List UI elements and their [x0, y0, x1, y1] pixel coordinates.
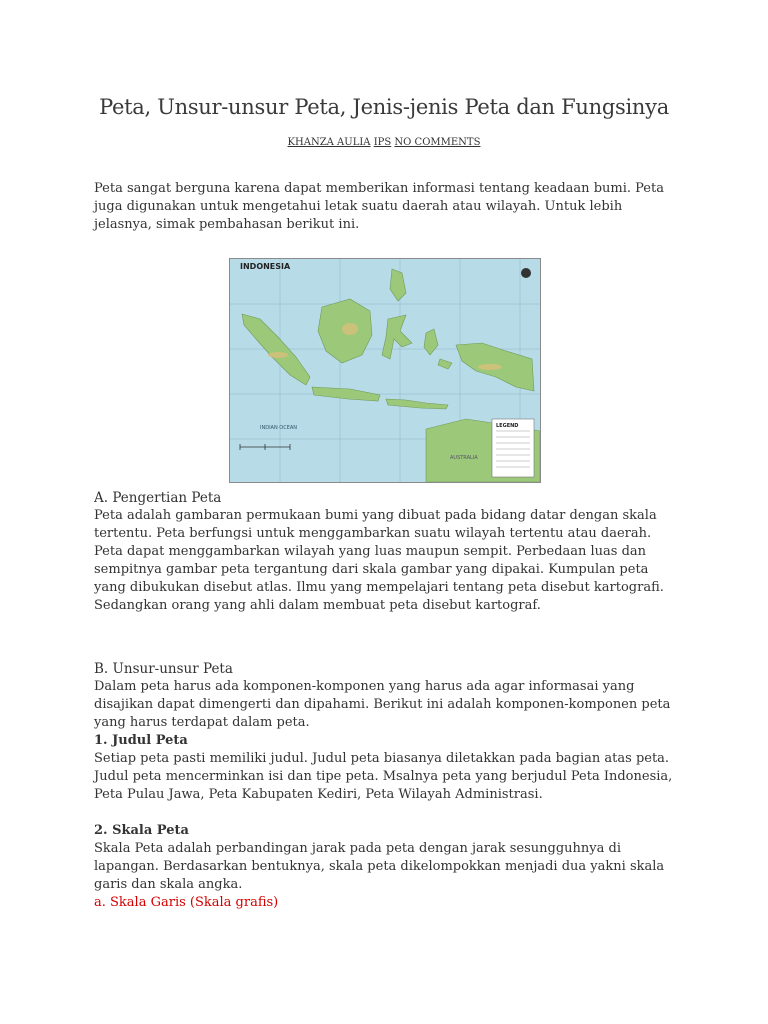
section-a	[94, 489, 684, 615]
article-title: Peta, Unsur-unsur Peta, Jenis-jenis Peta dan Fungsinya	[99, 95, 669, 119]
map-ocean-label: INDIAN OCEAN	[260, 425, 298, 431]
map-legend-label: LEGEND	[496, 423, 519, 429]
skala-peta-heading: 2. Skala Peta	[94, 823, 189, 838]
article-meta	[0, 137, 768, 148]
indonesia-map-image	[229, 258, 541, 483]
skala-peta-body: Skala Peta adalah perbandingan jarak pada peta dengan jarak sesungguhnya di lapangan. Berdasarkan bentuknya, skala peta dikelompokkan menjadi dua yakni skala garis dan skala angka.	[94, 841, 665, 892]
skala-garis-heading: a. Skala Garis (Skala grafis)	[94, 895, 279, 910]
intro-paragraph	[94, 180, 684, 234]
section-a-body: Peta adalah gambaran permukaan bumi yang dibuat pada bidang datar dengan skala tertentu. Peta berfungsi untuk menggambarkan suatu wilayah tertentu atau daerah. Peta dapat menggambarkan wilayah yang luas maupun sempit. Perbedaan luas dan sempitnya gambar peta tergantung dari skala gambar yang dipakai. Kumpulan peta yang dibukukan disebut atlas. Ilmu yang mempelajari tentang peta disebut kartografi. Sedangkan orang yang ahli dalam membuat peta disebut kartograf.	[94, 508, 664, 613]
map-graphic	[230, 259, 540, 482]
intro-text: Peta sangat berguna karena dapat memberikan informasi tentang keadaan bumi. Peta juga digunakan untuk mengetahui letak suatu daerah atau wilayah. Untuk lebih jelasnya, simak pembahasan berikut ini.	[94, 181, 664, 232]
category-link[interactable]: IPS	[373, 137, 392, 148]
map-title-label: INDONESIA	[240, 262, 291, 271]
map-australia-label: AUSTRALIA	[450, 455, 478, 461]
section-b	[94, 660, 684, 912]
author-link[interactable]: KHANZA AULIA	[287, 137, 371, 148]
section-a-heading: A. Pengertian Peta	[94, 490, 222, 506]
judul-peta-body: Setiap peta pasti memiliki judul. Judul peta biasanya diletakkan pada bagian atas peta. Judul peta mencerminkan isi dan tipe peta. Msalnya peta yang berjudul Peta Indonesia, Peta Pulau Jawa, Peta Kabupaten Kediri, Peta Wilayah Administrasi.	[94, 751, 673, 802]
section-b-heading: B. Unsur-unsur Peta	[94, 661, 233, 677]
judul-peta-heading: 1. Judul Peta	[94, 733, 188, 748]
section-b-body: Dalam peta harus ada komponen-komponen yang harus ada agar informasai yang disajikan dapat dimengerti dan dipahami. Berikut ini adalah komponen-komponen peta yang harus terdapat dalam peta.	[94, 679, 671, 730]
comments-link[interactable]: NO COMMENTS	[394, 137, 481, 148]
spacer	[94, 804, 684, 822]
